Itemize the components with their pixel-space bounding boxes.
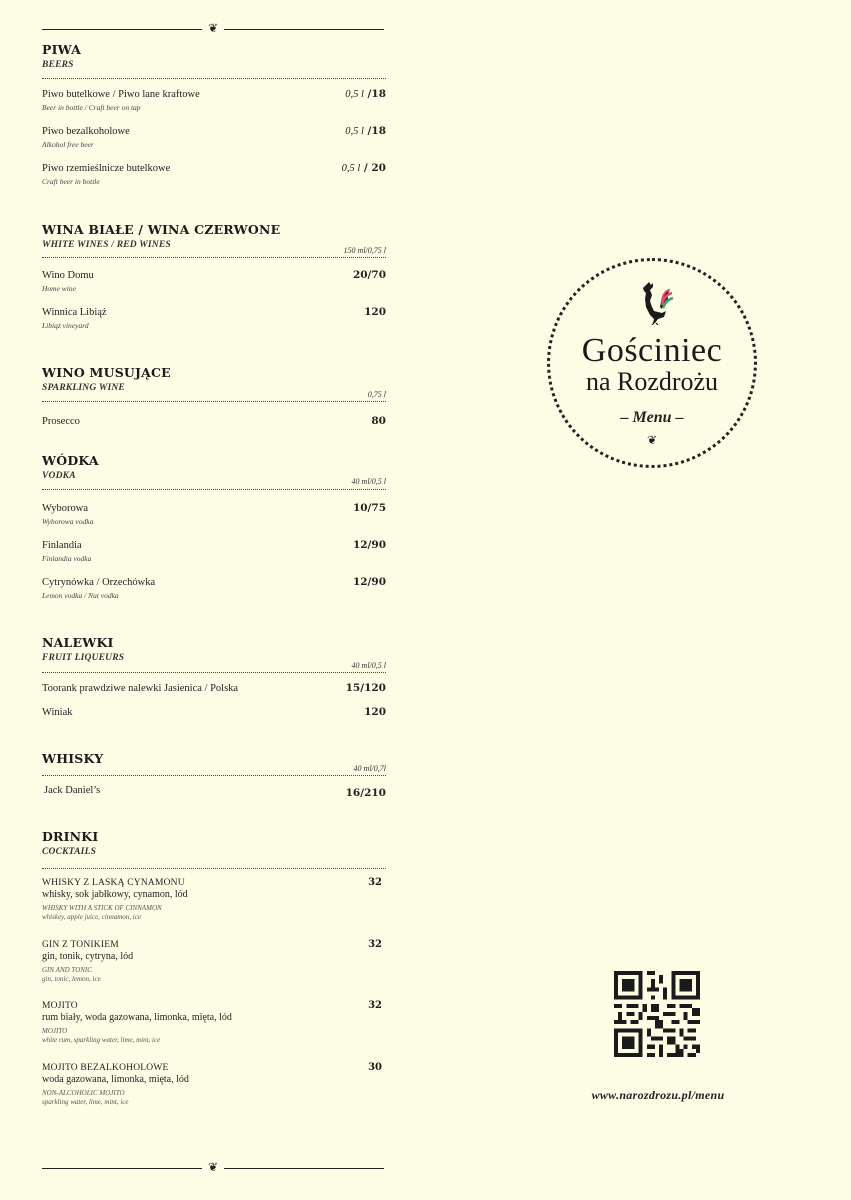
cocktail-item bbox=[42, 939, 386, 984]
section-unit: 40 ml/0,7l bbox=[353, 764, 386, 773]
bottom-divider bbox=[42, 1160, 384, 1175]
cocktail-name: GIN Z TONIKIEM bbox=[42, 940, 119, 950]
menu-item bbox=[42, 784, 386, 797]
item-name: Winnica Libiąż bbox=[42, 307, 107, 318]
cocktail-ingredients: gin, tonik, cytryna, lód bbox=[42, 951, 134, 962]
ornament-icon: ❦ bbox=[646, 433, 658, 447]
menu-item bbox=[42, 88, 386, 113]
cocktail-ingredients-en: white rum, sparkling water, lime, mint, ice bbox=[42, 1036, 161, 1044]
item-subtitle: Alkohol free beer bbox=[42, 140, 94, 149]
logo-name-line1: Gościniec bbox=[581, 332, 723, 369]
item-subtitle: Home wine bbox=[42, 284, 76, 293]
cocktail-ingredients: whisky, sok jabłkowy, cynamon, lód bbox=[42, 889, 188, 900]
menu-item bbox=[42, 539, 386, 564]
cocktail-price: 32 bbox=[368, 1000, 382, 1011]
section-subtitle: FRUIT LIQUEURS bbox=[42, 653, 125, 663]
dotted-divider bbox=[42, 868, 386, 869]
section-unit: 150 ml/0,75 l bbox=[343, 246, 386, 255]
section-title: WHISKY bbox=[42, 751, 104, 766]
ornament-icon: ❦ bbox=[207, 1160, 219, 1174]
item-price: 80 bbox=[371, 415, 386, 427]
item-name: Wyborowa bbox=[42, 503, 89, 514]
rooster-icon bbox=[640, 281, 674, 325]
item-price: 10/75 bbox=[352, 502, 386, 514]
qr-code-icon bbox=[614, 971, 700, 1057]
menu-item bbox=[42, 162, 386, 187]
cocktail-price: 32 bbox=[368, 939, 382, 950]
cocktail-name: WHISKY Z LASKĄ CYNAMONU bbox=[42, 878, 185, 888]
item-price: 0,5 l /18 bbox=[345, 125, 386, 137]
item-price: 12/90 bbox=[352, 539, 386, 551]
item-name: Wino Domu bbox=[42, 270, 94, 281]
cocktail-name: MOJITO BEZALKOHOLOWE bbox=[42, 1063, 169, 1073]
item-subtitle: Beer in bottle / Craft beer on tap bbox=[42, 103, 141, 112]
item-name: Winiak bbox=[42, 707, 73, 718]
dotted-divider bbox=[42, 78, 386, 79]
dotted-divider bbox=[42, 257, 386, 258]
item-name: Piwo bezalkoholowe bbox=[42, 126, 130, 137]
section-title: WINO MUSUJĄCE bbox=[42, 365, 171, 380]
section-title: WINA BIAŁE / WINA CZERWONE bbox=[42, 222, 281, 237]
section-wodka bbox=[42, 453, 386, 600]
cocktail-ingredients-en: gin, tonic, lemon, ice bbox=[42, 975, 101, 983]
restaurant-logo bbox=[547, 258, 757, 468]
item-price: 16/210 bbox=[345, 787, 386, 799]
item-name: Cytrynówka / Orzechówka bbox=[42, 577, 156, 588]
cocktail-ingredients: rum biały, woda gazowana, limonka, mięta, lód bbox=[42, 1012, 232, 1023]
item-name: Toorank prawdziwe nalewki Jasienica / Polska bbox=[42, 683, 239, 694]
item-subtitle: Libiąż vineyard bbox=[42, 321, 89, 330]
item-name: Jack Daniel’s bbox=[44, 785, 101, 796]
cocktail-item bbox=[42, 1062, 386, 1107]
section-subtitle: VODKA bbox=[42, 471, 76, 481]
cocktail-name-en: NON-ALCOHOLIC MOJITO bbox=[42, 1089, 125, 1097]
menu-item bbox=[42, 502, 386, 527]
menu-item bbox=[42, 682, 386, 695]
cocktail-item bbox=[42, 1000, 386, 1045]
section-drinki bbox=[42, 829, 386, 1106]
item-name: Piwo rzemieślnicze butelkowe bbox=[42, 163, 171, 174]
item-subtitle: Lemon vodka / Nut vodka bbox=[42, 591, 119, 600]
section-unit: 0,75 l bbox=[367, 390, 386, 399]
item-name: Prosecco bbox=[42, 416, 80, 427]
section-subtitle: BEERS bbox=[42, 60, 74, 70]
top-divider bbox=[42, 21, 384, 36]
section-wino-musujace bbox=[42, 365, 386, 427]
item-price: 120 bbox=[364, 306, 386, 318]
section-whisky bbox=[42, 751, 386, 799]
section-title: DRINKI bbox=[42, 829, 99, 844]
item-subtitle: Craft beer in bottle bbox=[42, 177, 100, 186]
item-price: 0,5 l /18 bbox=[345, 88, 386, 100]
cocktail-price: 32 bbox=[368, 877, 382, 888]
logo-name-line2: na Rozdrożu bbox=[585, 367, 719, 396]
section-piwa bbox=[42, 42, 386, 186]
section-title: PIWA bbox=[42, 42, 81, 57]
section-subtitle: COCKTAILS bbox=[42, 847, 97, 857]
section-title: NALEWKI bbox=[42, 635, 114, 650]
item-price: 20/70 bbox=[352, 269, 386, 281]
logo-menu-label: – Menu – bbox=[620, 409, 684, 426]
cocktail-ingredients-en: whiskey, apple juice, cinnamon, ice bbox=[42, 913, 141, 921]
ornament-icon: ❦ bbox=[207, 21, 219, 35]
cocktail-name: MOJITO bbox=[42, 1001, 78, 1011]
dotted-divider bbox=[42, 672, 386, 673]
cocktail-ingredients: woda gazowana, limonka, mięta, lód bbox=[42, 1074, 189, 1085]
dotted-divider bbox=[42, 489, 386, 490]
cocktail-item bbox=[42, 877, 386, 922]
item-subtitle: Finlandia vodka bbox=[42, 554, 92, 563]
item-price: 12/90 bbox=[352, 576, 386, 588]
section-subtitle: SPARKLING WINE bbox=[42, 383, 125, 393]
menu-item bbox=[42, 706, 386, 719]
section-nalewki bbox=[42, 635, 386, 718]
cocktail-ingredients-en: sparkling water, lime, mint, ice bbox=[42, 1098, 129, 1106]
section-unit: 40 ml/0,5 l bbox=[351, 477, 386, 486]
item-subtitle: Wyborowa vodka bbox=[42, 517, 94, 526]
item-price: 0,5 l / 20 bbox=[341, 162, 386, 174]
item-price: 120 bbox=[364, 706, 386, 718]
section-title: WÓDKA bbox=[42, 453, 99, 468]
menu-item bbox=[42, 306, 386, 331]
menu-item bbox=[42, 269, 386, 294]
cocktail-name-en: GIN AND TONIC bbox=[42, 966, 92, 974]
menu-item bbox=[42, 125, 386, 150]
item-name: Piwo butelkowe / Piwo lane kraftowe bbox=[42, 89, 200, 100]
cocktail-name-en: MOJITO bbox=[42, 1027, 68, 1035]
menu-item bbox=[42, 576, 386, 601]
section-subtitle: WHITE WINES / RED WINES bbox=[42, 240, 171, 250]
cocktail-name-en: WHISKY WITH A STICK OF CINNAMON bbox=[42, 904, 162, 912]
menu-url-link[interactable]: www.narozdrozu.pl/menu bbox=[591, 1088, 725, 1102]
menu-item bbox=[42, 415, 386, 428]
dotted-divider bbox=[42, 401, 386, 402]
section-wina bbox=[42, 222, 386, 330]
dotted-divider bbox=[42, 775, 386, 776]
cocktail-price: 30 bbox=[368, 1062, 382, 1073]
section-unit: 40 ml/0,5 l bbox=[351, 661, 386, 670]
item-price: 15/120 bbox=[345, 682, 386, 694]
item-name: Finlandia bbox=[42, 540, 82, 551]
